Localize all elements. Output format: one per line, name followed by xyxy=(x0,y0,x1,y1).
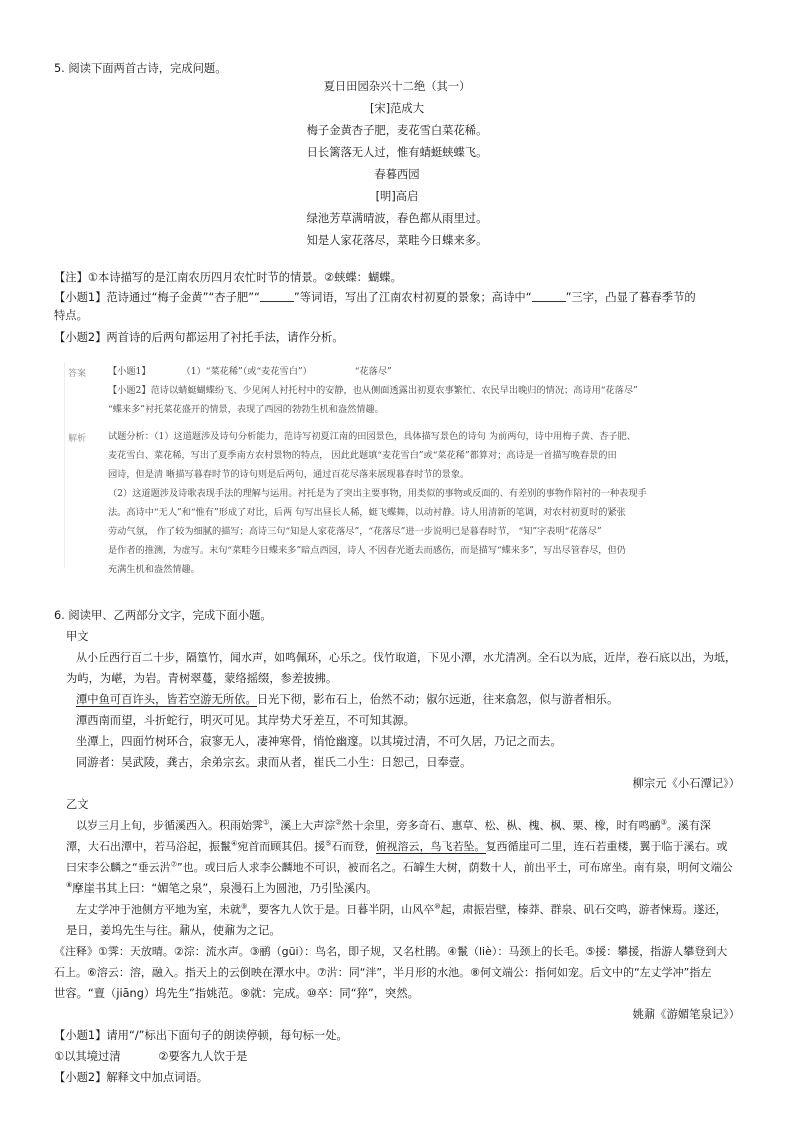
note-mark: ⑧ xyxy=(66,881,73,890)
q6-sub2: 【小题2】解释文中加点词语。 xyxy=(54,1071,209,1084)
notes-line-1: 《注释》①霁：天放晴。②淙：流水声。③鹂（gūi）：鸟名，即子规，又名杜鹃。④鬣（liè）：马颈上的长毛。⑤援：攀援，指游人攀登到大 xyxy=(54,945,728,958)
analysis-line: （2）这道题涉及诗歌表现手法的理解与运用。衬托是为了突出主要事物，用类似的事物或反面的、有差别的事物作陪衬的一种表现手 xyxy=(108,488,647,499)
answer-divider xyxy=(64,362,65,568)
notes-line-2: 石上。⑥溶云：溶，融入。指天上的云倒映在潭水中。⑦沜：同“泮”，半月形的水池。⑧何文端公：指何如宠。后文中的“左丈学冲”指左 xyxy=(54,966,712,979)
answer-sub1-a: （1）“菜花稀”（或“麦花雪白”） xyxy=(181,366,312,377)
answer-sub1-b: “花落尽” xyxy=(354,366,392,377)
jia-paragraph-2-rest: 日光下彻，影布石上，佁然不动；俶尔远逝，往来翕忽，似与游者相乐。 xyxy=(256,693,619,706)
answer-line1 xyxy=(108,365,392,379)
q6-sub1-items xyxy=(54,1049,740,1064)
yi-line-4: ⑧摩崖书其上曰：“媚笔之泉”，泉漫石上为圆池，乃引坠溪内。 xyxy=(66,881,378,895)
analysis-line: 劳动气氛， 作了较为细腻的描写；高诗三句“知是人家花落尽”，“花落尽”进一步说明已是暮春时节， “知”字表明“花落尽” xyxy=(108,526,602,537)
q6-sub1: 【小题1】请用“/”标出下面句子的朗读停顿，每句标一处。 xyxy=(54,1029,348,1042)
yi-line-2: 潭，大石出潭中，若马浴起，振鬣④宛首而顾其侣。援⑤石而登，俯视溶云，鸟飞若坠。复西循崖可二里，连石若重楼，翼于临于溪右。或 xyxy=(66,839,728,853)
q5-note: 【注】①本诗描写的是江南农历四月农忙时节的情景。②蛱蝶：蝴蝶。 xyxy=(54,271,402,284)
yi-line-6: 是日，姜坞先生与往。鼐从，使鼐为之记。 xyxy=(66,924,281,937)
poem2-title: 春暮西园 xyxy=(374,168,420,181)
note-mark: ⑦ xyxy=(170,860,177,869)
q5-header: 5. 阅读下面两首古诗，完成问题。 xyxy=(54,62,227,75)
analysis-line: 是作者的推测，为虚写。末句“菜畦今日蝶来多”暗点西园，诗人 不因春光逝去而感伤，而是描写“蝶来多”，写出尽管春尽，但仍 xyxy=(108,545,626,556)
q6-header: 6. 阅读甲、乙两部分文字，完成下面小题。 xyxy=(54,609,272,622)
yi-source: 姚鼐《游媚笔泉记》） xyxy=(632,1008,740,1021)
note-mark: ⑩ xyxy=(434,902,441,911)
answer-line2: 【小题2】范诗以蜻蜓蝴蝶纷飞、少见闲人衬托村中的安静，也从侧面透露出初夏农事繁忙、农民早出晚归的情况；高诗用“花落尽” xyxy=(108,385,638,396)
jia-source: 柳宗元《小石潭记》） xyxy=(632,777,740,790)
answer-blank-2[interactable] xyxy=(532,290,566,302)
yi-line-1: 以岁三月上旬，步循溪西入。积雨始霁①，溪上大声淙②然十余里，旁多奇石、惠草、松、枞、槐、枫、栗、橡，时有鸣鹂③。溪有深 xyxy=(76,818,711,832)
jia-paragraph-4: 坐潭上，四面竹树环合，寂寥无人，凄神寒骨，悄怆幽邃。以其境过清，不可久居，乃记之而去。 xyxy=(76,735,562,748)
answer-line3: “蝶来多”衬托菜花盛开的情景，表现了西园的勃勃生机和盎然情趣。 xyxy=(108,404,384,415)
sub1-item-2: ②要客九人饮于是 xyxy=(158,1050,248,1063)
yi-label: 乙文 xyxy=(66,798,89,811)
sub1-item-1: ①以其境过清 xyxy=(54,1050,121,1063)
notes-line-3: 世容。“亶（jiāng）坞先生”指姚范。⑨就：完成。⑩卒：同“猝”，突然。 xyxy=(54,987,419,1000)
note-mark: ⑤ xyxy=(325,839,332,848)
analysis-line: 法。高诗中“无人”和“惟有”形成了对比，后两 句写出昼长人稀，蜓飞蝶舞，以动衬静。诗人用清新的笔调，对农村初夏时的紧张 xyxy=(108,507,626,518)
poem2-line2: 知是人家花落尽，菜畦今日蝶来多。 xyxy=(306,234,488,247)
q5-sub2: 【小题2】两首诗的后两句都运用了衬托手法，请作分析。 xyxy=(54,331,344,344)
jia-paragraph-1-cont: 为屿，为嵁，为岩。青树翠蔓，蒙络摇缀，参差披拂。 xyxy=(66,672,338,685)
poem1-author: [宋]范成大 xyxy=(369,102,424,115)
answer-blank-1[interactable] xyxy=(260,290,294,302)
poem2-author: [明]高启 xyxy=(375,190,419,203)
jia-label: 甲文 xyxy=(66,630,89,643)
jia-paragraph-1: 从小丘西行百二十步，隔篁竹，闻水声，如鸣佩环，心乐之。伐竹取道，下见小潭，水尤清冽。全石以为底，近岸，卷石底以出，为坻， xyxy=(76,651,736,664)
q5-sub1 xyxy=(54,290,740,305)
poem2-line1: 绿池芳草满晴波，春色都从雨里过。 xyxy=(306,212,488,225)
analysis-line: 试题分析：（1）这道题涉及诗句分析能力，范诗写初夏江南的田园景色，具体描写景色的诗句 为前两句，诗中用梅子黄、杏子肥、 xyxy=(108,431,636,442)
q5-sub1-cont: 特点。 xyxy=(54,309,88,322)
answer-sub1-label: 【小题1】 xyxy=(108,366,151,377)
note-mark: ③ xyxy=(660,818,667,827)
note-mark: ⑨ xyxy=(241,902,248,911)
jia-paragraph-3: 潭西南而望，斗折蛇行，明灭可见。其岸势犬牙差互，不可知其源。 xyxy=(76,714,415,727)
poem1-line1: 梅子金黄杏子肥，麦花雪白菜花稀。 xyxy=(306,124,488,137)
analysis-line: 园诗，但是清 晰描写暮春时节的诗句则是后两句，通过百花尽落来展现暮春时节的景象。 xyxy=(108,469,470,480)
analysis-label: 解析 xyxy=(68,434,87,444)
analysis-line: 麦花雪白、菜花稀，写出了夏季南方农村景物的特点， 因此此题填“麦花雪白”或“菜花稀”都算对；高诗是一首描写晚春景的田 xyxy=(108,450,617,461)
jia-paragraph-5: 同游者：吴武陵，龚古，余弟宗玄。隶而从者，崔氏二小生：日恕己，日奉壹。 xyxy=(76,756,472,769)
note-mark: ② xyxy=(335,818,342,827)
q5-sub1-text-a: 【小题1】范诗通过“梅子金黄”“杏子肥”“ xyxy=(54,291,260,304)
answer-label: 答案 xyxy=(68,369,87,379)
analysis-line: 充满生机和盎然情趣。 xyxy=(108,564,200,575)
note-mark: ④ xyxy=(231,839,238,848)
yi-line-3: 曰宋李公麟之“垂云沜⑦”也。或曰后人求李公麟地不可识，被而名之。石罅生大树，荫数十人，前出平土，可布席坐。南有泉，明何文端公 xyxy=(66,860,733,874)
jia-paragraph-2 xyxy=(76,692,740,707)
q5-sub1-text-c: ”三字，凸显了暮春季节的 xyxy=(565,291,696,304)
yi-line-5: 左丈学冲于池侧方平地为室，未就⑨，要客九人饮于是。日暮半阴，山风卒⑩起，肃振岩壁，榛莽、群泉、矶石交鸣，游者悚焉。遂还， xyxy=(76,902,727,916)
note-mark: ① xyxy=(263,818,270,827)
underlined-sentence: 潭中鱼可百许头，皆若空游无所依。 xyxy=(76,693,257,706)
q5-sub1-text-b: ”等词语，写出了江南农村初夏的景象；高诗中“ xyxy=(293,291,532,304)
poem1-title: 夏日田园杂兴十二绝（其一） xyxy=(323,80,471,93)
poem1-line2: 日长篱落无人过，惟有蜻蜓蛱蝶飞。 xyxy=(306,146,488,159)
